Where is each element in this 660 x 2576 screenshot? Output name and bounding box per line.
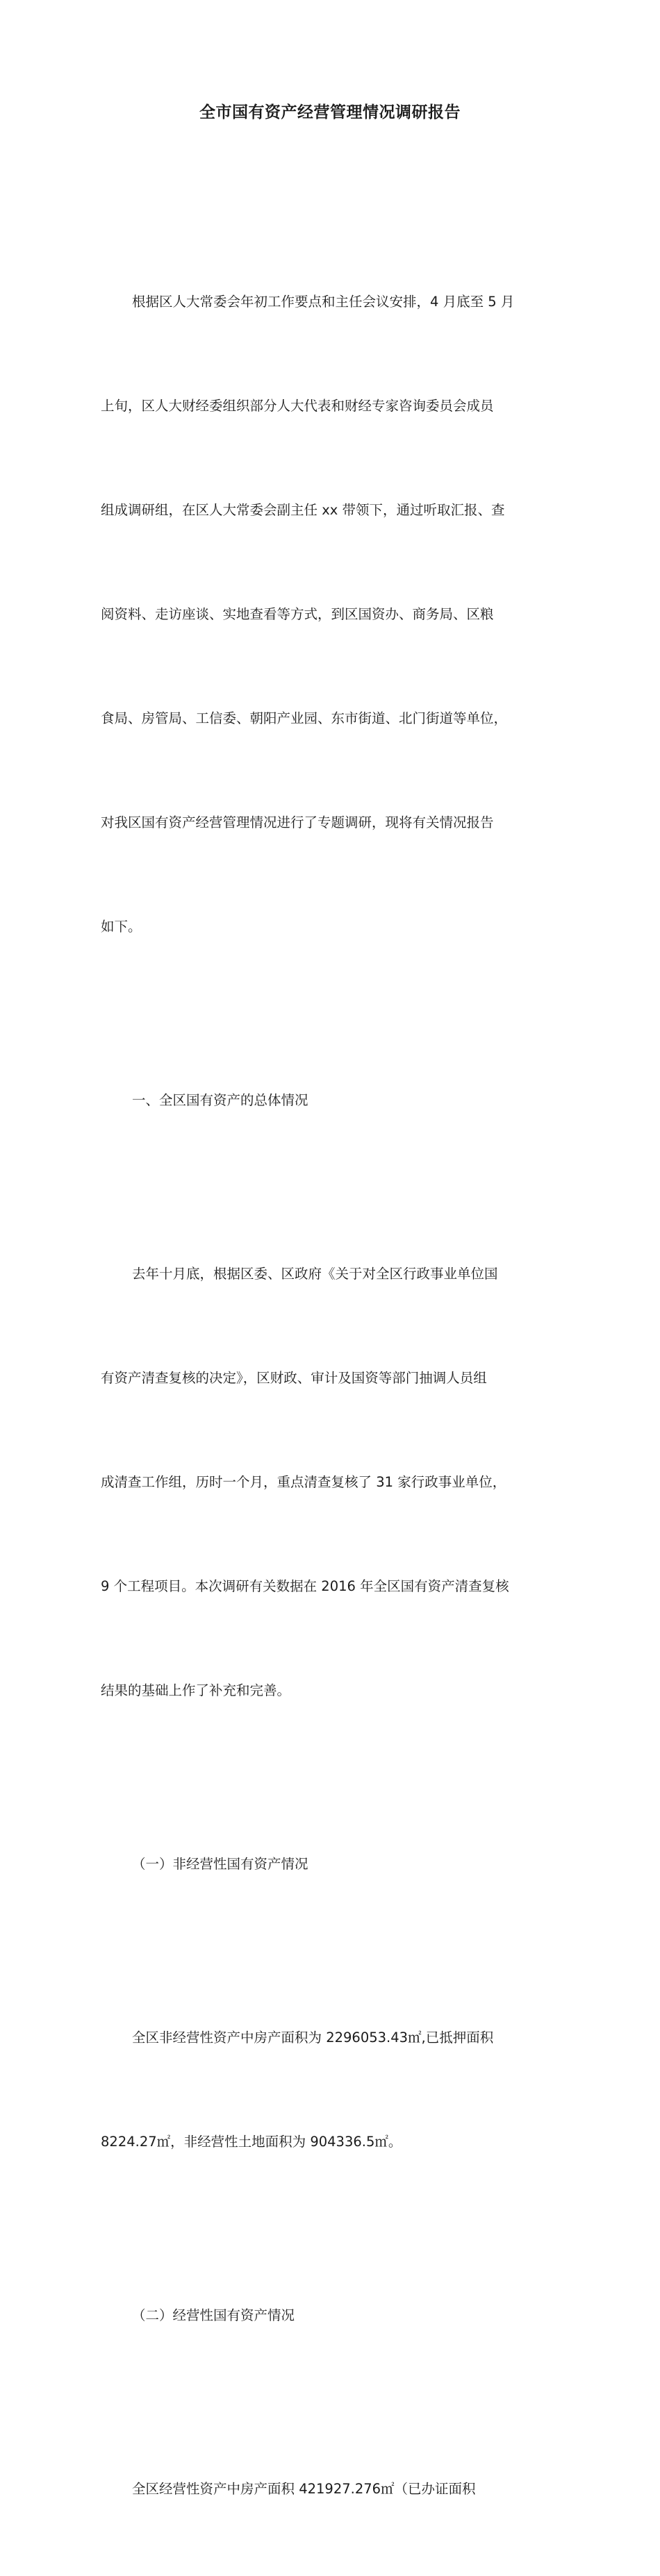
paragraph-intro (101, 215, 565, 1014)
text-line: 上旬，区人大财经委组织部分人大代表和财经专家咨询委员会成员 (101, 398, 494, 414)
paragraph-non-operating (101, 1951, 565, 2229)
text-line: 8224.27㎡，非经营性土地面积为 904336.5㎡。 (101, 2134, 402, 2150)
heading-text: 一、全区国有资产的总体情况 (132, 1092, 308, 1108)
text-line: 去年十月底，根据区委、区政府《关于对全区行政事业单位国 (132, 1266, 498, 1282)
text-line: 全区经营性资产中房产面积 421927.276㎡（已办证面积 (132, 2481, 476, 2497)
document-body (101, 215, 565, 2576)
text-line: 有资产清查复核的决定》，区财政、审计及国资等部门抽调人员组 (101, 1370, 487, 1386)
text-line: 结果的基础上作了补充和完善。 (101, 1682, 291, 1698)
text-line: 根据区人大常委会年初工作要点和主任会议安排，4 月底至 5 月 (132, 294, 515, 310)
text-line: 组成调研组，在区人大常委会副主任 xx 带领下，通过听取汇报、查 (101, 502, 505, 518)
text-line: 全区非经营性资产中房产面积为 2296053.43㎡,已抵押面积 (132, 2030, 494, 2046)
subsection-heading-2 (101, 2229, 565, 2402)
text-line: 食局、房管局、工信委、朝阳产业园、东市街道、北门街道等单位， (101, 710, 508, 726)
heading-text: （一）非经营性国有资产情况 (132, 1856, 308, 1872)
text-line: 阅资料、走访座谈、实地查看等方式，到区国资办、商务局、区粮 (101, 606, 494, 622)
text-line: 9 个工程项目。本次调研有关数据在 2016 年全区国有资产清查复核 (101, 1578, 509, 1594)
section-heading-1 (101, 1014, 565, 1187)
text-line: 对我区国有资产经营管理情况进行了专题调研，现将有关情况报告 (101, 814, 494, 830)
paragraph-overview (101, 1187, 565, 1778)
document-title: 全市国有资产经营管理情况调研报告 (199, 103, 461, 122)
subsection-heading-1 (101, 1778, 565, 1951)
text-line: 如下。 (101, 919, 142, 935)
text-line: 成清查工作组，历时一个月，重点清查复核了 31 家行政事业单位， (101, 1474, 506, 1490)
heading-text: （二）经营性国有资产情况 (132, 2307, 295, 2323)
paragraph-operating (101, 2402, 565, 2576)
